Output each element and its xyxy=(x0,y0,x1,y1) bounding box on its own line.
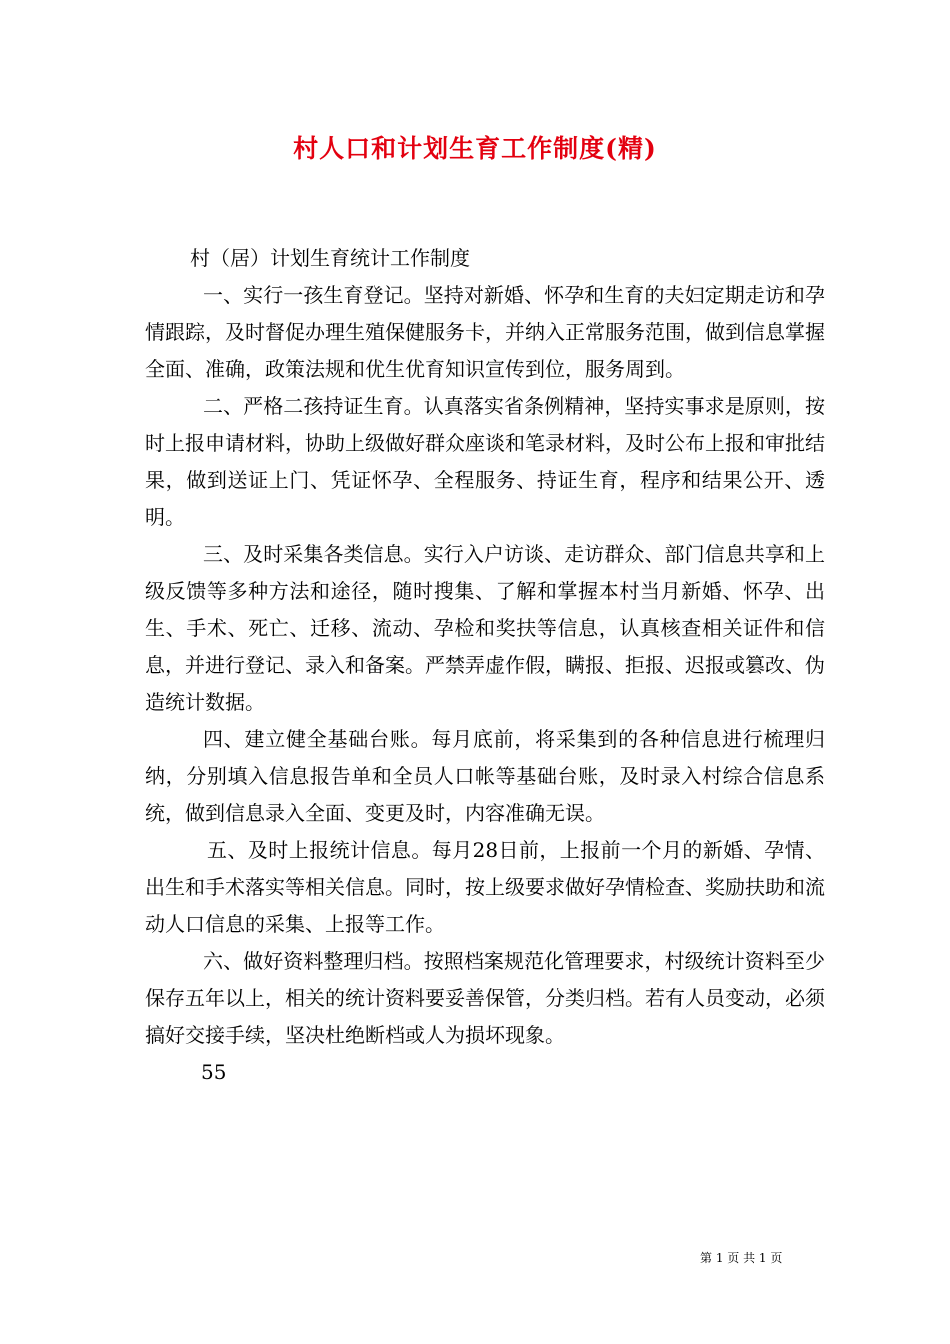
paragraph-1: 一、实行一孩生育登记。坚持对新婚、怀孕和生育的夫妇定期走访和孕情跟踪，及时督促办理生殖保健服务卡，并纳入正常服务范围，做到信息掌握全面、准确，政策法规和优生优育知识宣传到位，服务周到。 xyxy=(145,283,825,381)
document-title: 村人口和计划生育工作制度(精) xyxy=(293,134,657,163)
paragraph-2: 二、严格二孩持证生育。认真落实省条例精神，坚持实事求是原则，按时上报申请材料，协助上级做好群众座谈和笔录材料，及时公布上报和审批结果，做到送证上门、凭证怀孕、全程服务、持证生育，程序和结果公开、透明。 xyxy=(145,394,825,529)
paragraph-3: 三、及时采集各类信息。实行入户访谈、走访群众、部门信息共享和上级反馈等多种方法和途径，随时搜集、了解和掌握本村当月新婚、怀孕、出生、手术、死亡、迁移、流动、孕检和奖扶等信息，认真核查相关证件和信息，并进行登记、录入和备案。严禁弄虚作假，瞒报、拒报、迟报或篡改、伪造统计数据。 xyxy=(145,542,825,714)
paragraph-6: 六、做好资料整理归档。按照档案规范化管理要求，村级统计资料至少保存五年以上，相关的统计资料要妥善保管，分类归档。若有人员变动，必须搞好交接手续，坚决杜绝断档或人为损坏现象。 xyxy=(145,949,825,1047)
paragraph-5: 五、及时上报统计信息。每月28日前，上报前一个月的新婚、孕情、出生和手术落实等相关信息。同时，按上级要求做好孕情检查、奖励扶助和流动人口信息的采集、上报等工作。 xyxy=(145,838,825,936)
paragraph-4: 四、建立健全基础台账。每月底前，将采集到的各种信息进行梳理归纳，分别填入信息报告单和全员人口帐等基础台账，及时录入村综合信息系统，做到信息录入全面、变更及时，内容准确无误。 xyxy=(145,727,825,825)
document-subtitle: 村（居）计划生育统计工作制度 xyxy=(190,246,470,270)
page-footer-pagination: 第 1 页 共 1 页 xyxy=(700,1251,783,1265)
trailing-number: 55 xyxy=(201,1060,227,1084)
document-body xyxy=(145,240,825,1091)
